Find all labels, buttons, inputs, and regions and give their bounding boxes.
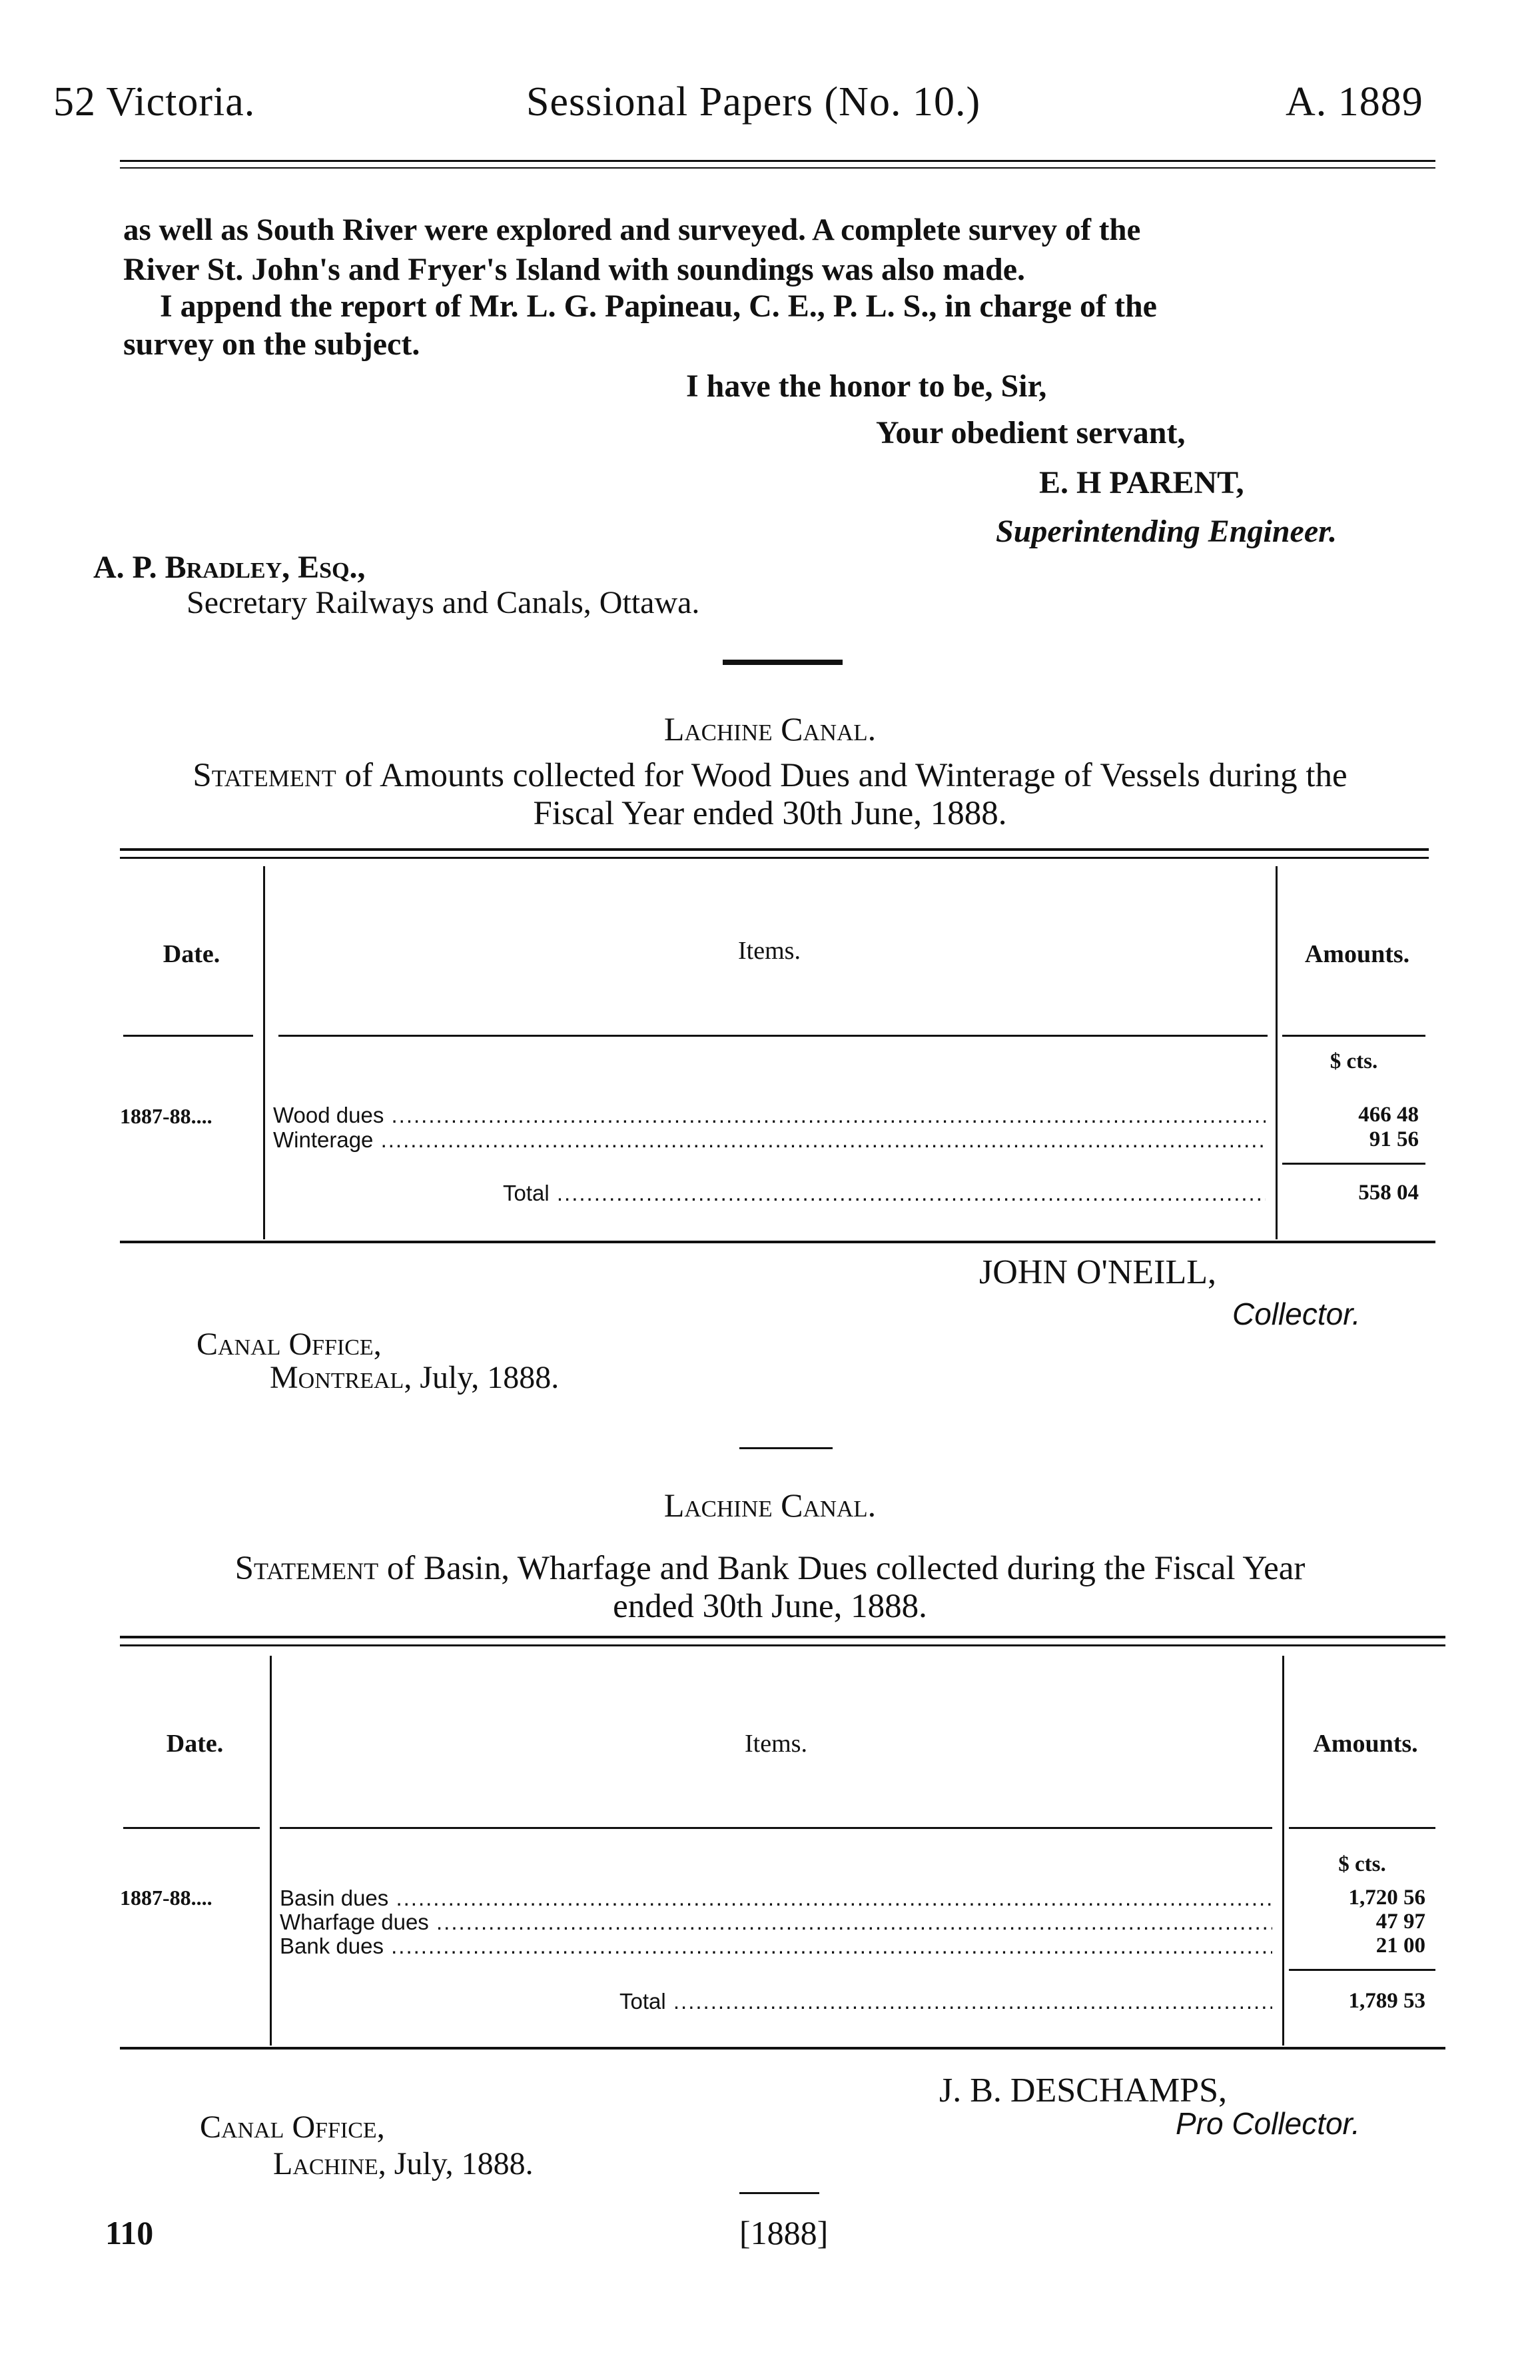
statement2-office-date: July, 1888. [386, 2146, 534, 2181]
header-left: 52 Victoria. [53, 79, 256, 125]
statement2-row-2-amount: 47 97 [1375, 1910, 1425, 1934]
statement2-office-line1: Canal Office, [200, 2109, 385, 2145]
letter-line-2: River St. John's and Fryer's Island with soundings was also made. [123, 252, 1026, 287]
page-number: 110 [105, 2214, 154, 2251]
statement1-bottom-rule [120, 1241, 1435, 1243]
statement2-collector: J. B. DESCHAMPS, [939, 2072, 1228, 2109]
header-rule-bottom [120, 167, 1435, 169]
statement2-title-rest: of Basin, Wharfage and Bank Dues collected during the Fiscal Year [378, 1550, 1306, 1587]
statement1-col-date: Date. [163, 940, 220, 968]
statement1-rule-thin [120, 857, 1429, 859]
statement2-row-3-amount: 21 00 [1375, 1934, 1425, 1958]
letter-line-3: I append the report of Mr. L. G. Papineau, C. E., P. L. S., in charge of the [160, 289, 1157, 324]
statement1-title [0, 756, 1540, 795]
signer-title: Superintending Engineer. [996, 514, 1338, 549]
statement2-office-city: Lachine, [273, 2146, 386, 2181]
statement1-office-line2 [270, 1359, 559, 1396]
statement1-col-amounts: Amounts. [1304, 940, 1410, 968]
statement1-heading: Lachine Canal. [663, 710, 877, 748]
statement1-head-rule-date [123, 1035, 253, 1037]
statement2-office-line2 [273, 2145, 534, 2182]
statement1-head-rule-items [278, 1035, 1268, 1037]
statement2-heading: Lachine Canal. [663, 1487, 877, 1524]
header-rule-top [120, 160, 1435, 162]
addressee-name: A. P. Bradley, Esq., [93, 550, 366, 585]
statement1-subtotal-rule [1282, 1163, 1425, 1165]
statement1-row-1-item: Wood dues ..... [273, 1103, 1266, 1128]
statement1-col-divider-1 [263, 866, 265, 1239]
statement2-row-2-item: Wharfage dues ..... [280, 1910, 1272, 1935]
section-divider-2 [739, 1447, 833, 1449]
statement1-col-divider-2 [1276, 866, 1278, 1239]
statement2-subtotal-rule [1289, 1969, 1435, 1971]
closing-line-1: I have the honor to be, Sir, [686, 368, 1047, 404]
statement2-bottom-rule [120, 2047, 1445, 2050]
header-center: Sessional Papers (No. 10.) [526, 79, 981, 125]
statement1-office-date: July, 1888. [412, 1360, 560, 1395]
statement2-title-lead: Statement [234, 1550, 379, 1587]
statement1-rule-thick [120, 848, 1429, 851]
statement2-row-1-amount: 1,720 56 [1348, 1886, 1425, 1910]
closing-line-2: Your obedient servant, [876, 415, 1186, 450]
letter-line-1: as well as South River were explored and surveyed. A complete survey of the [123, 213, 1141, 247]
statement2-total-label: Total ..... [619, 1989, 1272, 2014]
letter-line-4: survey on the subject. [123, 326, 420, 362]
statement2-col-amounts: Amounts. [1313, 1730, 1418, 1758]
statement1-head-rule-amounts [1282, 1035, 1425, 1037]
statement2-col-divider-1 [270, 1656, 272, 2046]
statement1-title-rest: of Amounts collected for Wood Dues and Winterage of Vessels during the [336, 757, 1348, 794]
statement1-row-2-amount: 91 56 [1369, 1127, 1419, 1151]
addressee-title: Secretary Railways and Canals, Ottawa. [187, 585, 700, 620]
statement1-collector: JOHN O'NEILL, [979, 1253, 1216, 1291]
statement1-office-line1: Canal Office, [196, 1327, 382, 1362]
statement2-row-3-item: Bank dues ..... [280, 1934, 1272, 1959]
statement2-currency: $ cts. [1338, 1852, 1386, 1876]
statement1-title-line2: Fiscal Year ended 30th June, 1888. [533, 795, 1007, 832]
footer-rule [739, 2192, 819, 2194]
statement1-row-1-amount: 466 48 [1358, 1103, 1419, 1127]
statement1-col-items: Items. [738, 937, 801, 965]
statement2-col-date: Date. [166, 1730, 224, 1758]
statement1-total-amount: 558 04 [1358, 1181, 1419, 1205]
footer-year: [1888] [739, 2214, 829, 2251]
section-divider [723, 660, 843, 665]
statement2-title [0, 1549, 1540, 1588]
statement2-total-amount: 1,789 53 [1348, 1989, 1425, 2013]
statement1-office-city: Montreal, [270, 1360, 412, 1395]
statement2-collector-title: Pro Collector. [1176, 2106, 1360, 2141]
statement1-collector-title: Collector. [1232, 1297, 1361, 1331]
statement1-title-lead: Statement [192, 757, 336, 794]
header-right: A. 1889 [1286, 79, 1423, 125]
statement1-total-label: Total ..... [503, 1181, 1266, 1206]
statement2-head-rule-items [280, 1827, 1272, 1829]
statement2-row-1-item: Basin dues ..... [280, 1886, 1272, 1911]
statement2-head-rule-date [123, 1827, 260, 1829]
statement2-col-divider-2 [1282, 1656, 1284, 2046]
statement2-title-line2: ended 30th June, 1888. [613, 1588, 927, 1625]
statement1-currency: $ cts. [1330, 1049, 1378, 1073]
statement2-col-items: Items. [745, 1730, 807, 1758]
statement1-date: 1887-88.... [120, 1104, 212, 1128]
statement2-rule-thin [120, 1644, 1445, 1646]
statement2-head-rule-amounts [1289, 1827, 1435, 1829]
statement2-date: 1887-88.... [120, 1886, 212, 1910]
statement2-rule-thick [120, 1636, 1445, 1638]
signer-name: E. H PARENT, [1039, 465, 1244, 500]
statement1-row-2-item: Winterage ..... [273, 1127, 1266, 1153]
